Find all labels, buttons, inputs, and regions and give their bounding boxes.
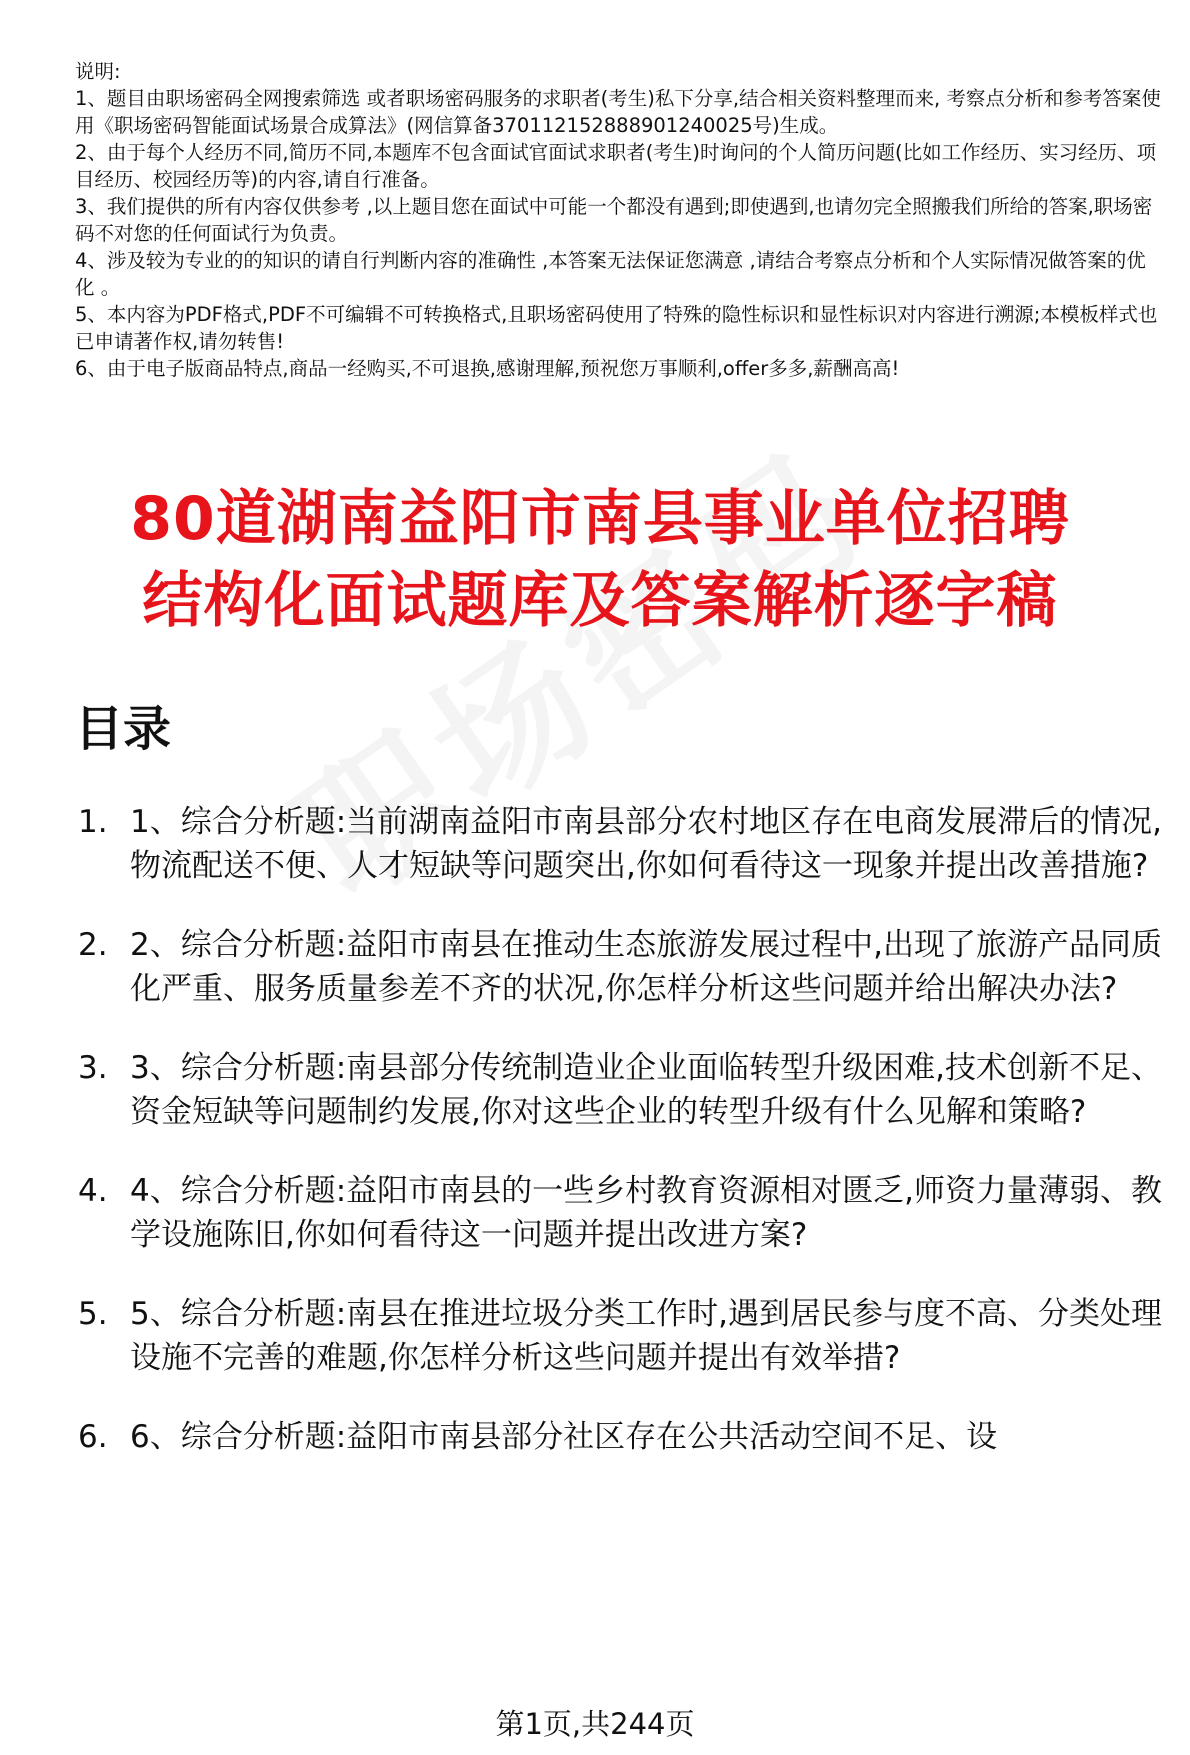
toc-item-text: 5、综合分析题:南县在推进垃圾分类工作时,遇到居民参与度不高、分类处理设施不完善的难题,你怎样分析这些问题并提出有效举措? xyxy=(130,1296,1163,1376)
toc-item-number: 1. xyxy=(78,804,108,840)
toc-list xyxy=(78,800,1168,1494)
toc-item[interactable] xyxy=(78,1046,1168,1134)
note-item-4: 4、涉及较为专业的的知识的请自行判断内容的准确性 ,本答案无法保证您满意 ,请结合考察点分析和个人实际情况做答案的优化 。 xyxy=(75,249,1146,299)
title-line-2: 结构化面试题库及答案解析逐字稿 xyxy=(142,566,1058,636)
toc-item-number: 5. xyxy=(78,1296,108,1332)
toc-item[interactable] xyxy=(78,1292,1168,1380)
toc-item-number: 3. xyxy=(78,1050,108,1086)
document-title xyxy=(60,478,1140,642)
toc-item-number: 4. xyxy=(78,1173,108,1209)
toc-item-text: 4、综合分析题:益阳市南县的一些乡村教育资源相对匮乏,师资力量薄弱、教学设施陈旧,你如何看待这一问题并提出改进方案? xyxy=(130,1173,1163,1253)
toc-item[interactable] xyxy=(78,1415,1168,1459)
notes-heading: 说明: xyxy=(75,60,121,83)
toc-item-number: 2. xyxy=(78,927,108,963)
toc-item[interactable] xyxy=(78,923,1168,1011)
toc-item-text: 1、综合分析题:当前湖南益阳市南县部分农村地区存在电商发展滞后的情况,物流配送不便、人才短缺等问题突出,你如何看待这一现象并提出改善措施? xyxy=(130,804,1163,884)
note-item-2: 2、由于每个人经历不同,简历不同,本题库不包含面试官面试求职者(考生)时询问的个人简历问题(比如工作经历、实习经历、项目经历、校园经历等)的内容,请自行准备。 xyxy=(75,141,1157,191)
page-number-footer: 第1页,共244页 xyxy=(495,1707,695,1741)
note-item-1: 1、题目由职场密码全网搜索筛选 或者职场密码服务的求职者(考生)私下分享,结合相关资料整理而来, 考察点分析和参考答案使用《职场密码智能面试场景合成算法》(网信算备370112152888901240025号)生成。 xyxy=(75,87,1161,137)
toc-item-text: 2、综合分析题:益阳市南县在推动生态旅游发展过程中,出现了旅游产品同质化严重、服务质量参差不齐的状况,你怎样分析这些问题并给出解决办法? xyxy=(130,927,1163,1007)
toc-item[interactable] xyxy=(78,800,1168,888)
title-line-1: 80道湖南益阳市南县事业单位招聘 xyxy=(130,484,1070,554)
toc-item-text: 3、综合分析题:南县部分传统制造业企业面临转型升级困难,技术创新不足、资金短缺等问题制约发展,你对这些企业的转型升级有什么见解和策略? xyxy=(130,1050,1163,1130)
note-item-3: 3、我们提供的所有内容仅供参考 ,以上题目您在面试中可能一个都没有遇到;即使遇到,也请勿完全照搬我们所给的答案,职场密码不对您的任何面试行为负责。 xyxy=(75,195,1153,245)
note-item-6: 6、由于电子版商品特点,商品一经购买,不可退换,感谢理解,预祝您万事顺利,offer多多,薪酬高高! xyxy=(75,357,900,380)
toc-item-text: 6、综合分析题:益阳市南县部分社区存在公共活动空间不足、设 xyxy=(130,1419,998,1455)
toc-item[interactable] xyxy=(78,1169,1168,1257)
disclaimer-notes xyxy=(75,58,1165,382)
toc-item-number: 6. xyxy=(78,1419,108,1455)
note-item-5: 5、本内容为PDF格式,PDF不可编辑不可转换格式,且职场密码使用了特殊的隐性标识和显性标识对内容进行溯源;本模板样式也已申请著作权,请勿转售! xyxy=(75,303,1158,353)
toc-heading: 目录 xyxy=(75,701,172,757)
